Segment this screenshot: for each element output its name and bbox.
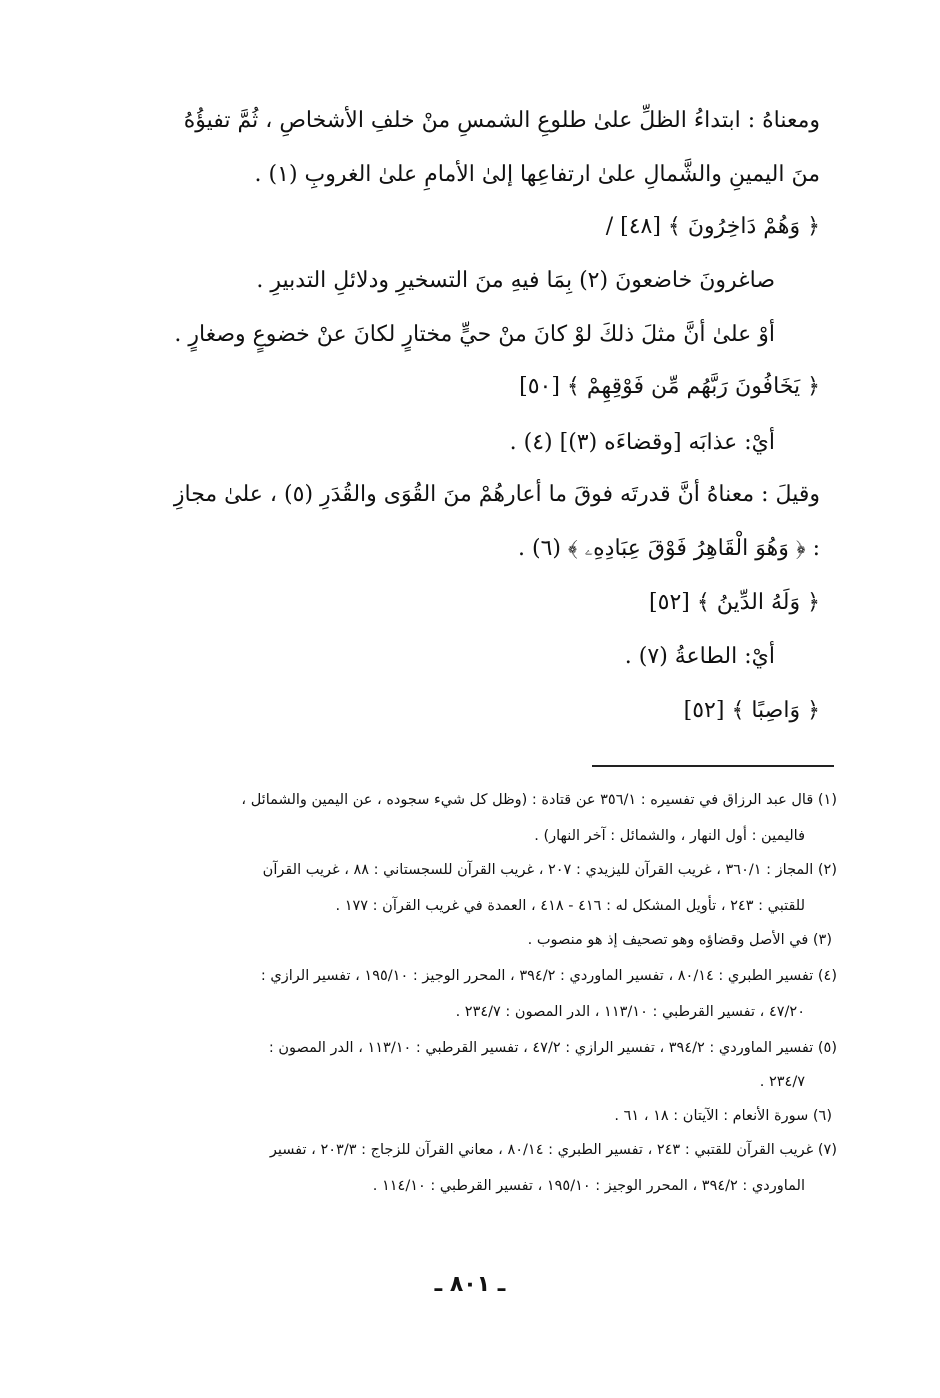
body-line-taa: أيْ: الطاعةُ (٧) . [624, 644, 775, 669]
verse-open-bracket: ﴿ [795, 536, 806, 561]
verse-close-bracket: ﴾ [568, 536, 578, 561]
footnote-6: (٦) سورة الأنعام : الآيتان : ١٨ ، ٦١ . [614, 1108, 832, 1124]
verse-lead-colon: : [812, 536, 820, 561]
verse-text: وَاصِبًا [751, 698, 801, 723]
footnote-marker: (٦) . [518, 536, 562, 561]
verse-open-bracket: ﴿ [807, 590, 820, 615]
body-line-qila: وقيلَ : معناهُ أنَّ قدرتَه فوقَ ما أعارهُمْ منَ القُوَى والقُدَرِ (٥) ، علىٰ مجازِ [173, 482, 820, 507]
footnote-5-cont: ٢٣٤/٧ . [759, 1074, 805, 1090]
footnote-5: (٥) تفسير الماوردي : ٣٩٤/٢ ، تفسير الرازي : ٤٧/٢ ، تفسير القرطبي : ١١٣/١٠ ، الدر المصون : [268, 1040, 837, 1056]
verse-50 [120, 374, 820, 399]
footnote-2: (٢) المجاز : ٣٦٠/١ ، غريب القرآن لليزيدي : ٢٠٧ ، غريب القرآن للسجستاني : ٨٨ ، غريب القرآن [262, 862, 837, 878]
verse-text: وَهُمْ دَاخِرُونَ [687, 214, 801, 239]
footnote-1: (١) قال عبد الرزاق في تفسيره : ٣٥٦/١ عن قتادة : (وظل كل شيء سجوده ، عن اليمين والشمائل ، [241, 792, 837, 808]
footnote-3: (٣) في الأصل وقضاؤه وهو تصحيف إذ هو منصوب . [527, 932, 832, 948]
verse-close-bracket: ﴾ [696, 590, 710, 615]
footnote-2-cont: للقتبي : ٢٤٣ ، تأويل المشكل له : ٤١٦ - ٤١٨ ، العمدة في غريب القرآن : ١٧٧ . [335, 898, 805, 914]
verse-reference: [٥٠] [519, 374, 560, 399]
page-number: ـ ٨٠١ ـ [434, 1272, 506, 1297]
verse-52-din [120, 590, 820, 615]
body-line-adhab: أيْ: عذابَه [وقضاءَه (٣)] (٤) . [509, 430, 775, 455]
footnote-1-cont: فاليمين : أول النهار ، والشمائل : آخر النهار) . [534, 828, 805, 844]
verse-qahir [120, 536, 820, 561]
footnote-divider [592, 765, 834, 767]
verse-close-bracket: ﴾ [566, 374, 580, 399]
body-line-2: منَ اليمينِ والشَّمالِ علىٰ ارتفاعِها إلىٰ الأمامِ علىٰ الغروبِ (١) . [254, 162, 820, 187]
verse-48 [120, 214, 820, 239]
verse-52-wasib [120, 698, 820, 723]
verse-open-bracket: ﴿ [807, 374, 820, 399]
verse-reference: [٤٨] / [605, 214, 661, 239]
verse-close-bracket: ﴾ [667, 214, 681, 239]
verse-reference: [٥٢] [649, 590, 690, 615]
footnote-7-cont: الماوردي : ٣٩٤/٢ ، المحرر الوجيز : ١٩٥/١٠ ، تفسير القرطبي : ١١٤/١٠ . [372, 1178, 805, 1194]
verse-open-bracket: ﴿ [807, 214, 820, 239]
footnote-4-cont: ٤٧/٢٠ ، تفسير القرطبي : ١١٣/١٠ ، الدر المصون : ٢٣٤/٧ . [455, 1004, 805, 1020]
verse-open-bracket: ﴿ [807, 698, 820, 723]
footnote-4: (٤) تفسير الطبري : ٨٠/١٤ ، تفسير الماوردي : ٣٩٤/٢ ، المحرر الوجيز : ١٩٥/١٠ ، تفسير الرازي : [260, 968, 837, 984]
body-line-1: ومعناهُ : ابتداءُ الظلِّ علىٰ طلوعِ الشمسِ منْ خلفِ الأشخاصِ ، ثُمَّ تفيؤُهُ [183, 108, 820, 133]
footnote-7: (٧) غريب القرآن للقتبي : ٢٤٣ ، تفسير الطبري : ٨٠/١٤ ، معاني القرآن للزجاج : ٢٠٣/٣ ، تفسير [269, 1142, 837, 1158]
body-line-4: أوْ علىٰ أنَّ مثلَ ذلكَ لوْ كانَ منْ حيٍّ مختارٍ لكانَ عنْ خضوعٍ وصغارٍ . [174, 322, 775, 347]
verse-reference: [٥٢] [683, 698, 725, 723]
verse-close-bracket: ﴾ [731, 698, 745, 723]
verse-text: يَخَافُونَ رَبَّهُم مِّن فَوْقِهِمْ [586, 374, 801, 399]
verse-text: وَهُوَ الْقَاهِرُ فَوْقَ عِبَادِهِۦ [584, 536, 789, 561]
body-line-3: صاغرونَ خاضعونَ (٢) بِمَا فيهِ منَ التسخيرِ ودلائلِ التدبيرِ . [256, 268, 775, 293]
verse-text: وَلَهُ الدِّينُ [716, 590, 801, 615]
